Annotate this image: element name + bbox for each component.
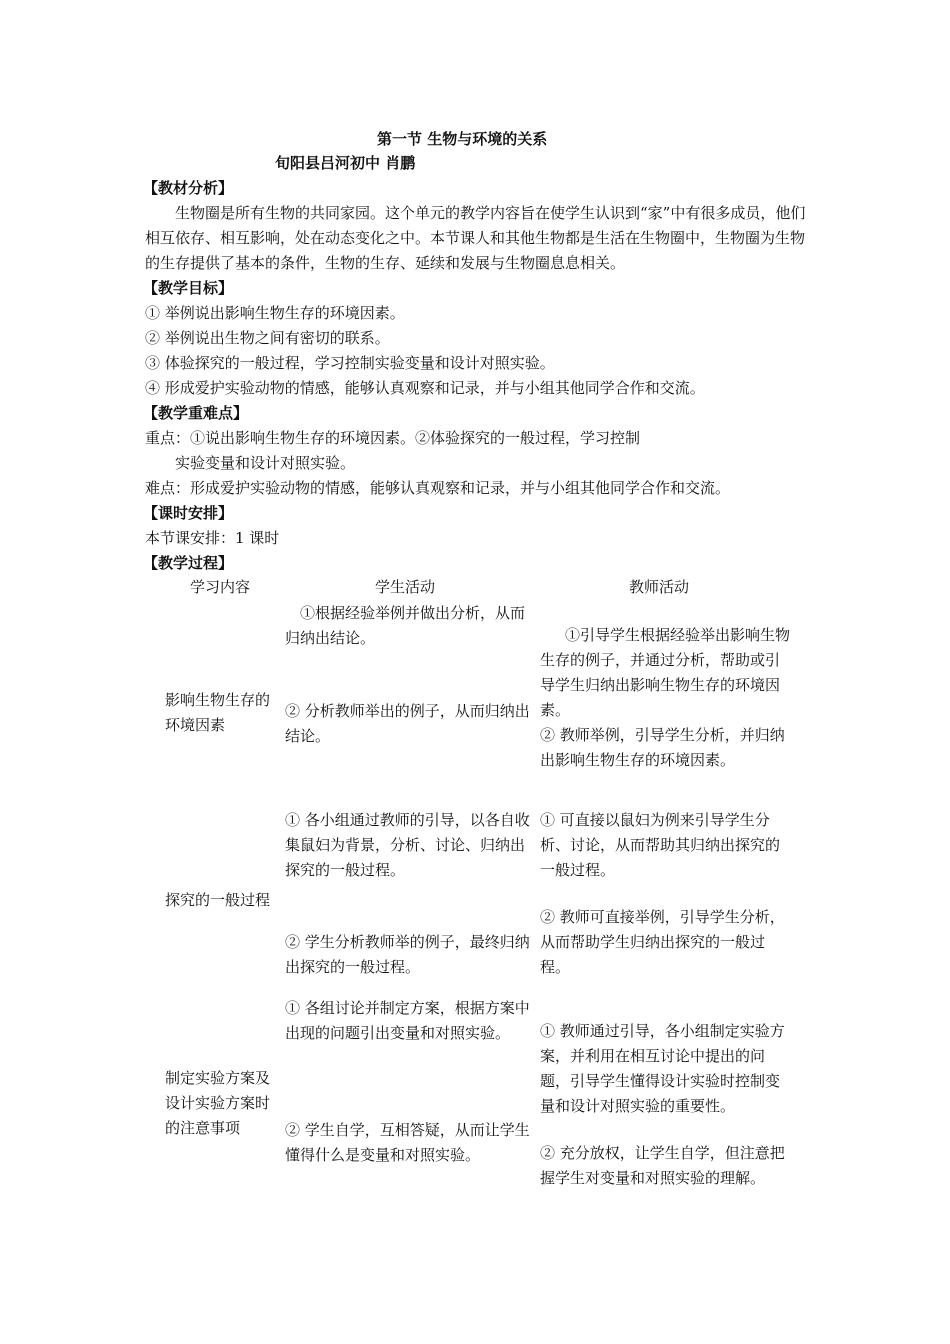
row1-teacher-1: ①引导学生根据经验举出影响生物生存的例子，并通过分析，帮助或引导学生归纳出影响生物生存的环境因素。 [540, 626, 791, 719]
row3-teacher-1: ① 教师通过引导，各小组制定实验方案，并利用在相互讨论中提出的问题，引导学生懂得设计实验时控制变量和设计对照实验的重要性。 [540, 1022, 785, 1115]
schedule-text: 本节课安排：1 课时 [145, 529, 280, 547]
header-teacher: 教师活动 [629, 578, 690, 596]
row2-content: 探究的一般过程 [165, 891, 271, 909]
row2-teacher-2: ② 教师可直接举例，引导学生分析，从而帮助学生归纳出探究的一般过程。 [540, 908, 785, 976]
page-title: 第一节 生物与环境的关系 [377, 130, 548, 148]
row1-student-2: ② 分析教师举出的例子，从而归纳出结论。 [285, 702, 530, 745]
row1-student-1: ①根据经验举例并做出分析，从而归纳出结论。 [285, 604, 526, 647]
row2-teacher-1: ① 可直接以鼠妇为例来引导学生分析、讨论，从而帮助其归纳出探究的一般过程。 [540, 811, 781, 879]
row3-student-2: ② 学生自学，互相答疑，从而让学生懂得什么是变量和对照实验。 [285, 1121, 530, 1164]
row1-content: 影响生物生存的环境因素 [165, 691, 271, 734]
row1-teacher-2: ② 教师举例，引导学生分析，并归纳出影响生物生存的环境因素。 [540, 726, 785, 769]
header-content: 学习内容 [190, 578, 251, 596]
key-point-line: 重点：①说出影响生物生存的环境因素。②体验探究的一般过程，学习控制 [145, 429, 641, 447]
analysis-text: 生物圈是所有生物的共同家园。这个单元的教学内容旨在使学生认识到“家”中有很多成员，他们相互依存、相互影响，处在动态变化之中。本节课人和其他生物都是生活在生物圈中，生物圈为生物的生存提供了基本的条件，生物的生存、延续和发展与生物圈息息相关。 [145, 204, 806, 272]
goal-item: ③ 体验探究的一般过程，学习控制实验变量和设计对照实验。 [145, 354, 555, 372]
process-heading: 【教学过程】 [143, 554, 234, 572]
goal-item: ① 举例说出影响生物生存的环境因素。 [145, 304, 405, 322]
schedule-heading: 【课时安排】 [143, 504, 234, 522]
goal-item: ② 举例说出生物之间有密切的联系。 [145, 329, 390, 347]
goal-item: ④ 形成爱护实验动物的情感，能够认真观察和记录，并与小组其他同学合作和交流。 [145, 379, 705, 397]
author-line: 旬阳县吕河初中 肖鹏 [275, 154, 416, 172]
row3-teacher-2: ② 充分放权，让学生自学，但注意把握学生对变量和对照实验的理解。 [540, 1144, 785, 1187]
header-student: 学生活动 [375, 578, 436, 596]
difficulty-line: 难点：形成爱护实验动物的情感，能够认真观察和记录，并与小组其他同学合作和交流。 [145, 479, 731, 497]
key-point-continuation: 实验变量和设计对照实验。 [175, 454, 356, 472]
row2-student-1: ① 各小组通过教师的引导，以各自收集鼠妇为背景，分析、讨论、归纳出探究的一般过程。 [285, 811, 530, 879]
keypoints-heading: 【教学重难点】 [143, 404, 249, 422]
goals-heading: 【教学目标】 [143, 279, 234, 297]
analysis-heading: 【教材分析】 [143, 179, 234, 197]
row3-content: 制定实验方案及设计实验方案时的注意事项 [165, 1069, 271, 1137]
document-body [145, 176, 815, 576]
row2-student-2: ② 学生分析教师举的例子，最终归纳出探究的一般过程。 [285, 933, 530, 976]
row3-student-1: ① 各组讨论并制定方案，根据方案中出现的问题引出变量和对照实验。 [285, 999, 530, 1042]
